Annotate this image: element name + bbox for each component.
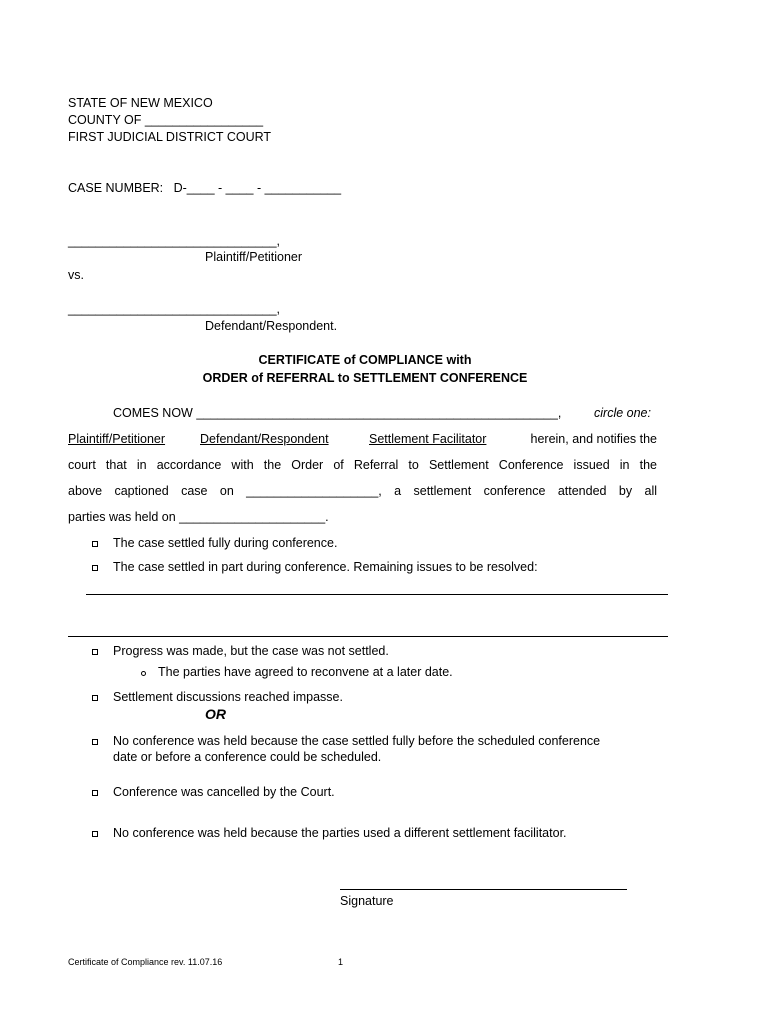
plaintiff-label: Plaintiff/Petitioner	[205, 250, 303, 264]
option-impasse: Settlement discussions reached impasse.	[113, 690, 343, 704]
checkbox-progress[interactable]	[92, 649, 98, 655]
option-facilitator: Settlement Facilitator	[369, 432, 487, 446]
footer-revision: Certificate of Compliance rev. 11.07.16	[68, 957, 223, 967]
signature-label: Signature	[340, 894, 394, 908]
option-settled-part: The case settled in part during conference. Remaining issues to be resolved:	[113, 560, 538, 574]
body-line-2: court that in accordance with the Order of Referral to Settlement Conference issued in the	[68, 458, 657, 472]
option-defendant: Defendant/Respondent	[200, 432, 329, 446]
option-settled-fully: The case settled fully during conference.	[113, 536, 338, 550]
document-title-line1: CERTIFICATE of COMPLIANCE with	[258, 353, 472, 367]
body-line-3: above captioned case on ___________________, a settlement conference attended by all	[68, 484, 657, 498]
option-plaintiff: Plaintiff/Petitioner	[68, 432, 166, 446]
county-line: COUNTY OF _________________	[68, 113, 264, 127]
option-cancelled: Conference was cancelled by the Court.	[113, 785, 335, 799]
signature-line[interactable]	[340, 889, 627, 890]
plaintiff-blank: ______________________________,	[68, 234, 281, 248]
circle-one-label: circle one:	[594, 406, 651, 420]
option-no-conference-line1: No conference was held because the case settled fully before the scheduled conference	[113, 734, 601, 748]
option-different-facilitator: No conference was held because the parties used a different settlement facilitator.	[113, 826, 567, 840]
comes-now-line: COMES NOW ____________________________________________________,	[113, 406, 562, 420]
document-title-line2: ORDER of REFERRAL to SETTLEMENT CONFERENCE	[202, 371, 528, 385]
defendant-label: Defendant/Respondent.	[205, 319, 338, 333]
checkbox-no-conference[interactable]	[92, 739, 98, 745]
herein-text: herein, and notifies the	[530, 432, 657, 446]
defendant-blank: ______________________________,	[68, 302, 281, 316]
remaining-issues-line-1	[86, 594, 668, 595]
checkbox-different-facilitator[interactable]	[92, 831, 98, 837]
remaining-issues-line-2	[68, 636, 668, 637]
checkbox-impasse[interactable]	[92, 695, 98, 701]
option-no-conference-line2: date or before a conference could be scheduled.	[113, 750, 382, 764]
body-line-4: parties was held on _____________________.	[68, 510, 329, 524]
court-line: FIRST JUDICIAL DISTRICT COURT	[68, 130, 272, 144]
checkbox-cancelled[interactable]	[92, 790, 98, 796]
case-number: CASE NUMBER: D-____ - ____ - ___________	[68, 181, 342, 195]
option-reconvene: The parties have agreed to reconvene at a later date.	[158, 665, 453, 679]
option-progress: Progress was made, but the case was not settled.	[113, 644, 389, 658]
vs-label: vs.	[68, 268, 84, 282]
bullet-circle-icon	[141, 671, 146, 676]
page-number: 1	[338, 957, 344, 967]
checkbox-settled-fully[interactable]	[92, 541, 98, 547]
state-line: STATE OF NEW MEXICO	[68, 96, 213, 110]
checkbox-settled-part[interactable]	[92, 565, 98, 571]
or-label: OR	[205, 706, 226, 722]
